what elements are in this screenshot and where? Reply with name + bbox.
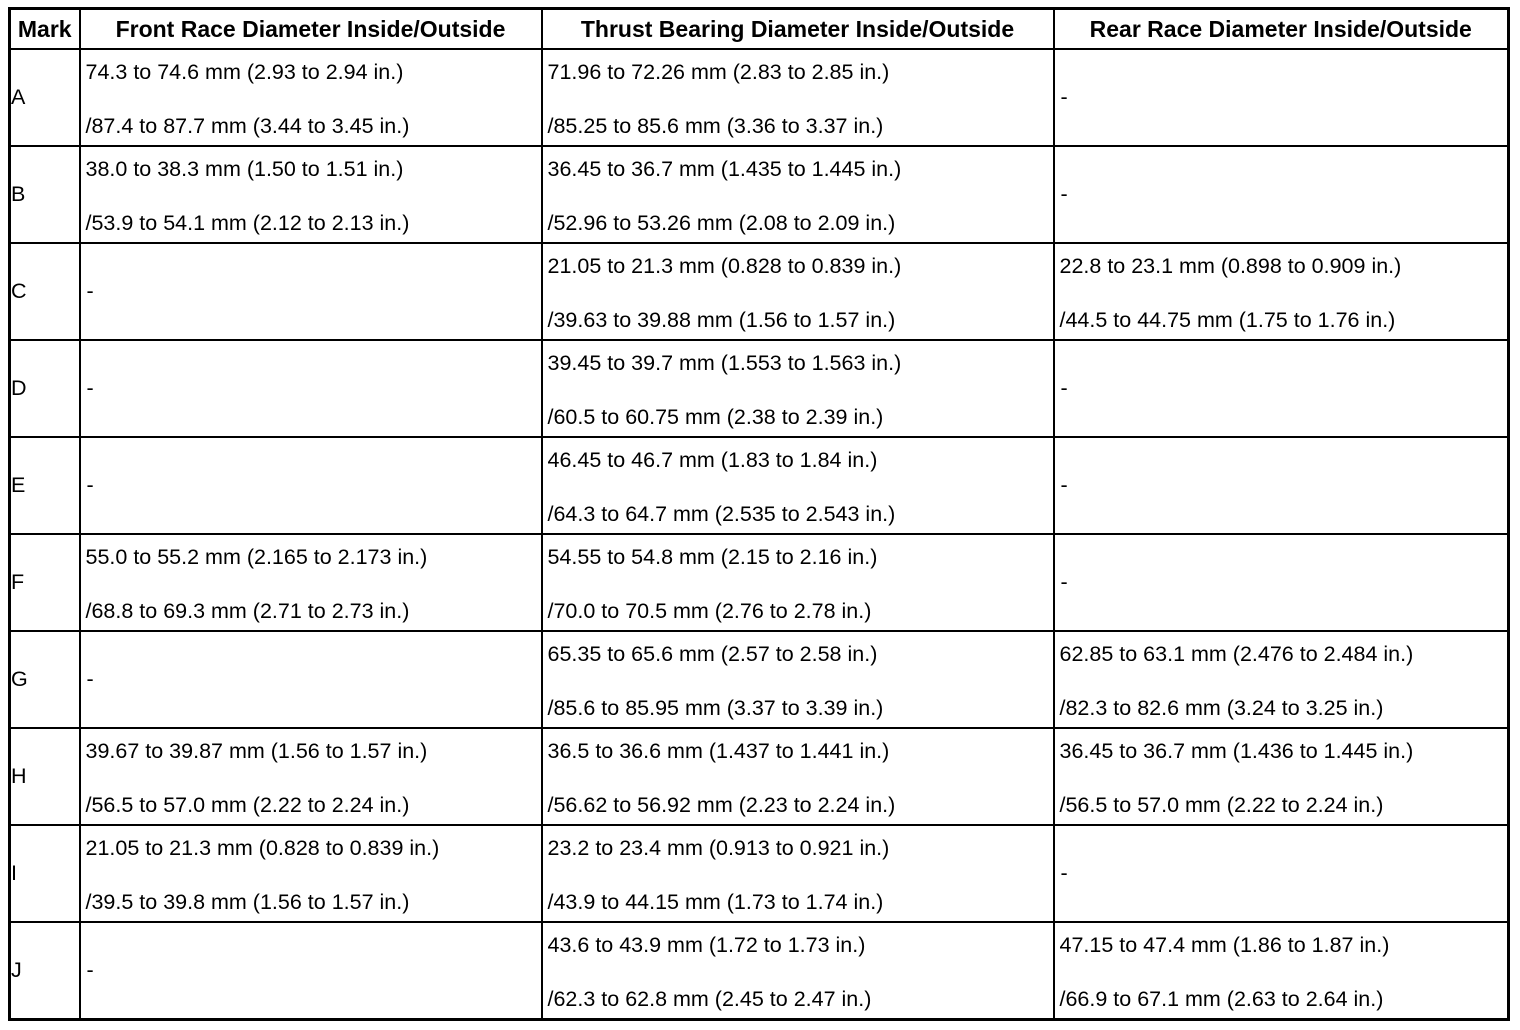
outside-diameter-value: /85.6 to 85.95 mm (3.37 to 3.39 in.) (547, 696, 884, 720)
front-race-cell (80, 728, 542, 825)
empty-value: - (86, 667, 94, 691)
empty-value: - (86, 376, 94, 400)
table-row (10, 243, 1509, 340)
front-race-cell (80, 922, 542, 1020)
table-row (10, 825, 1509, 922)
outside-diameter-value: /56.5 to 57.0 mm (2.22 to 2.24 in.) (85, 793, 410, 817)
front-race-cell (80, 340, 542, 437)
thrust-bearing-cell (542, 243, 1054, 340)
inside-diameter-value: 62.85 to 63.1 mm (2.476 to 2.484 in.) (1059, 642, 1414, 666)
mark-cell: B (10, 146, 80, 243)
rear-race-cell (1054, 340, 1509, 437)
empty-value: - (1060, 182, 1068, 206)
outside-diameter-value: /64.3 to 64.7 mm (2.535 to 2.543 in.) (547, 502, 896, 526)
table-row (10, 922, 1509, 1020)
inside-diameter-value: 43.6 to 43.9 mm (1.72 to 1.73 in.) (547, 933, 866, 957)
header-thrust-bearing: Thrust Bearing Diameter Inside/Outside (542, 9, 1054, 50)
inside-diameter-value: 74.3 to 74.6 mm (2.93 to 2.94 in.) (85, 60, 404, 84)
mark-cell: H (10, 728, 80, 825)
specification-table (8, 7, 1510, 1021)
empty-value: - (86, 958, 94, 982)
inside-diameter-value: 21.05 to 21.3 mm (0.828 to 0.839 in.) (547, 254, 902, 278)
table-row (10, 728, 1509, 825)
outside-diameter-value: /43.9 to 44.15 mm (1.73 to 1.74 in.) (547, 890, 884, 914)
thrust-bearing-cell (542, 728, 1054, 825)
mark-cell: E (10, 437, 80, 534)
rear-race-cell (1054, 437, 1509, 534)
inside-diameter-value: 54.55 to 54.8 mm (2.15 to 2.16 in.) (547, 545, 878, 569)
inside-diameter-value: 71.96 to 72.26 mm (2.83 to 2.85 in.) (547, 60, 890, 84)
mark-cell: A (10, 49, 80, 146)
rear-race-cell (1054, 631, 1509, 728)
inside-diameter-value: 65.35 to 65.6 mm (2.57 to 2.58 in.) (547, 642, 878, 666)
inside-diameter-value: 39.45 to 39.7 mm (1.553 to 1.563 in.) (547, 351, 902, 375)
rear-race-cell (1054, 146, 1509, 243)
empty-value: - (86, 279, 94, 303)
empty-value: - (86, 473, 94, 497)
header-front-race: Front Race Diameter Inside/Outside (80, 9, 542, 50)
outside-diameter-value: /53.9 to 54.1 mm (2.12 to 2.13 in.) (85, 211, 410, 235)
front-race-cell (80, 437, 542, 534)
rear-race-cell (1054, 243, 1509, 340)
mark-cell: G (10, 631, 80, 728)
rear-race-cell (1054, 922, 1509, 1020)
thrust-bearing-cell (542, 825, 1054, 922)
table-row (10, 534, 1509, 631)
table-row (10, 631, 1509, 728)
table-row (10, 437, 1509, 534)
outside-diameter-value: /62.3 to 62.8 mm (2.45 to 2.47 in.) (547, 987, 872, 1011)
inside-diameter-value: 38.0 to 38.3 mm (1.50 to 1.51 in.) (85, 157, 404, 181)
outside-diameter-value: /70.0 to 70.5 mm (2.76 to 2.78 in.) (547, 599, 872, 623)
thrust-bearing-cell (542, 437, 1054, 534)
inside-diameter-value: 36.45 to 36.7 mm (1.435 to 1.445 in.) (547, 157, 902, 181)
outside-diameter-value: /82.3 to 82.6 mm (3.24 to 3.25 in.) (1059, 696, 1384, 720)
front-race-cell (80, 631, 542, 728)
outside-diameter-value: /56.5 to 57.0 mm (2.22 to 2.24 in.) (1059, 793, 1384, 817)
rear-race-cell (1054, 49, 1509, 146)
outside-diameter-value: /85.25 to 85.6 mm (3.36 to 3.37 in.) (547, 114, 884, 138)
mark-cell: C (10, 243, 80, 340)
front-race-cell (80, 534, 542, 631)
mark-cell: F (10, 534, 80, 631)
thrust-bearing-cell (542, 340, 1054, 437)
header-mark: Mark (10, 9, 80, 50)
inside-diameter-value: 55.0 to 55.2 mm (2.165 to 2.173 in.) (85, 545, 428, 569)
thrust-bearing-cell (542, 922, 1054, 1020)
outside-diameter-value: /66.9 to 67.1 mm (2.63 to 2.64 in.) (1059, 987, 1384, 1011)
rear-race-cell (1054, 534, 1509, 631)
thrust-bearing-cell (542, 49, 1054, 146)
table-row (10, 340, 1509, 437)
inside-diameter-value: 21.05 to 21.3 mm (0.828 to 0.839 in.) (85, 836, 440, 860)
thrust-bearing-cell (542, 146, 1054, 243)
inside-diameter-value: 39.67 to 39.87 mm (1.56 to 1.57 in.) (85, 739, 428, 763)
empty-value: - (1060, 861, 1068, 885)
outside-diameter-value: /87.4 to 87.7 mm (3.44 to 3.45 in.) (85, 114, 410, 138)
outside-diameter-value: /39.63 to 39.88 mm (1.56 to 1.57 in.) (547, 308, 896, 332)
outside-diameter-value: /60.5 to 60.75 mm (2.38 to 2.39 in.) (547, 405, 884, 429)
outside-diameter-value: /52.96 to 53.26 mm (2.08 to 2.09 in.) (547, 211, 896, 235)
inside-diameter-value: 23.2 to 23.4 mm (0.913 to 0.921 in.) (547, 836, 890, 860)
empty-value: - (1060, 570, 1068, 594)
inside-diameter-value: 22.8 to 23.1 mm (0.898 to 0.909 in.) (1059, 254, 1402, 278)
mark-cell: J (10, 922, 80, 1020)
outside-diameter-value: /56.62 to 56.92 mm (2.23 to 2.24 in.) (547, 793, 896, 817)
table-body (10, 49, 1509, 1020)
rear-race-cell (1054, 728, 1509, 825)
front-race-cell (80, 825, 542, 922)
table-row (10, 146, 1509, 243)
table-row (10, 49, 1509, 146)
inside-diameter-value: 36.5 to 36.6 mm (1.437 to 1.441 in.) (547, 739, 890, 763)
empty-value: - (1060, 473, 1068, 497)
rear-race-cell (1054, 825, 1509, 922)
front-race-cell (80, 49, 542, 146)
front-race-cell (80, 146, 542, 243)
outside-diameter-value: /44.5 to 44.75 mm (1.75 to 1.76 in.) (1059, 308, 1396, 332)
mark-cell: I (10, 825, 80, 922)
outside-diameter-value: /39.5 to 39.8 mm (1.56 to 1.57 in.) (85, 890, 410, 914)
mark-cell: D (10, 340, 80, 437)
outside-diameter-value: /68.8 to 69.3 mm (2.71 to 2.73 in.) (85, 599, 410, 623)
front-race-cell (80, 243, 542, 340)
header-row (10, 9, 1509, 50)
inside-diameter-value: 46.45 to 46.7 mm (1.83 to 1.84 in.) (547, 448, 878, 472)
empty-value: - (1060, 376, 1068, 400)
inside-diameter-value: 36.45 to 36.7 mm (1.436 to 1.445 in.) (1059, 739, 1414, 763)
thrust-bearing-cell (542, 534, 1054, 631)
empty-value: - (1060, 85, 1068, 109)
inside-diameter-value: 47.15 to 47.4 mm (1.86 to 1.87 in.) (1059, 933, 1390, 957)
header-rear-race: Rear Race Diameter Inside/Outside (1054, 9, 1509, 50)
thrust-bearing-cell (542, 631, 1054, 728)
